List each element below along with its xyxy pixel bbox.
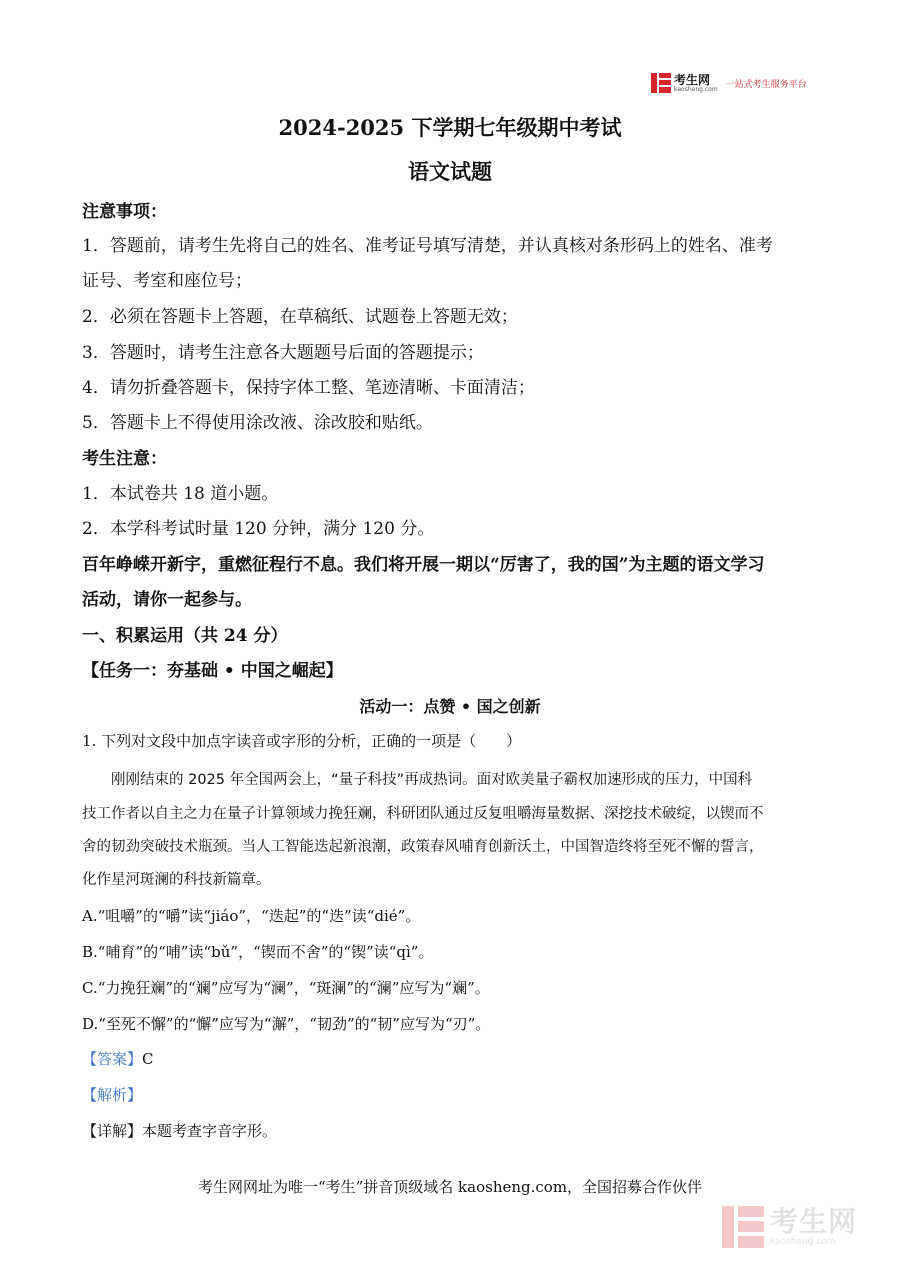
activity-heading: 活动一：点赞 • 国之创新 <box>359 697 541 716</box>
notice-line: 1．答题前，请考生先将自己的姓名、准考证号填写清楚，并认真核对条形码上的姓名、准考 <box>82 236 773 256</box>
option-d: D.“至死不懈”的“懈”应写为“澥”，“韧劲”的“韧”应写为“刃”。 <box>82 1015 491 1033</box>
intro-line: 活动，请你一起参与。 <box>82 590 252 610</box>
task-heading: 【任务一：夯基础 • 中国之崛起】 <box>82 661 343 681</box>
candidate-note: 2．本学科考试时量 120 分钟，满分 120 分。 <box>82 519 435 539</box>
detail-label: 【详解】 <box>82 1122 143 1140</box>
intro-line: 百年峥嵘开新宇，重燃征程行不息。我们将开展一期以“厉害了，我的国”为主题的语文学习 <box>82 555 765 575</box>
detail-row <box>82 1122 822 1140</box>
candidate-heading: 考生注意： <box>82 449 167 469</box>
section-heading: 一、积累运用（共 24 分） <box>82 626 288 646</box>
kaosheng-logo[interactable] <box>651 72 821 94</box>
detail-text: 本题考查字音字形。 <box>142 1122 278 1140</box>
option-a: A.“咀嚼”的“嚼”读“jiáo”，“迭起”的“迭”读“dié”。 <box>82 907 421 925</box>
answer-row <box>82 1050 822 1068</box>
option-b: B.“哺育”的“哺”读“bǔ”，“锲而不舍”的“锲”读“qì”。 <box>82 943 434 961</box>
notice-line: 2．必须在答题卡上答题，在草稿纸、试题卷上答题无效； <box>82 307 518 327</box>
passage-line: 舍的韧劲突破技术瓶颈。当人工智能迭起新浪潮，政策春风哺育创新沃土，中国智造终将至死不懈的誓言， <box>82 839 764 855</box>
watermark <box>722 1202 882 1252</box>
notice-line: 3．答题时，请考生注意各大题题号后面的答题提示； <box>82 343 484 363</box>
notice-line: 证号、考室和座位号； <box>82 271 252 291</box>
answer-value: C <box>142 1050 154 1068</box>
logo-url: kaosheng.com <box>674 85 718 93</box>
watermark-name: 考生网 <box>770 1204 858 1238</box>
footer-note: 考生网网址为唯一“考生”拼音顶级域名 kaosheng.com，全国招募合作伙伴 <box>197 1178 703 1196</box>
notice-line: 4．请勿折叠答题卡，保持字体工整、笔迹清晰、卡面清洁； <box>82 378 535 398</box>
analysis-label: 【解析】 <box>82 1086 143 1104</box>
exam-title: 2024-2025 下学期七年级期中考试 <box>278 115 622 140</box>
notice-line: 5．答题卡上不得使用涂改液、涂改胶和贴纸。 <box>82 413 433 433</box>
question-stem: 1. 下列对文段中加点字读音或字形的分析，正确的一项是（ ） <box>82 732 522 750</box>
logo-name: 考生网 <box>674 72 711 87</box>
option-c: C.“力挽狂斓”的“斓”应写为“澜”，“斑澜”的“澜”应写为“斓”。 <box>82 979 490 997</box>
answer-label: 【答案】 <box>82 1050 143 1068</box>
logo-slogan: 一站式考生服务平台 <box>725 79 807 90</box>
notice-heading: 注意事项： <box>82 202 167 222</box>
passage-line: 技工作者以自主之力在量子计算领域力挽狂斓，科研团队通过反复咀嚼海量数据、深挖技术破绽，以锲而不 <box>82 806 764 822</box>
candidate-note: 1．本试卷共 18 道小题。 <box>82 484 279 504</box>
logo-mark-icon <box>651 73 671 93</box>
watermark-url: kaosheng.com <box>770 1236 836 1247</box>
watermark-logo-icon <box>722 1206 764 1248</box>
passage-line: 刚刚结束的 2025 年全国两会上，“量子科技”再成热词。面对欧美量子霸权加速形成的压力，中国科 <box>82 772 753 788</box>
passage-line: 化作星河斑澜的科技新篇章。 <box>82 872 271 888</box>
exam-subtitle: 语文试题 <box>408 159 492 184</box>
